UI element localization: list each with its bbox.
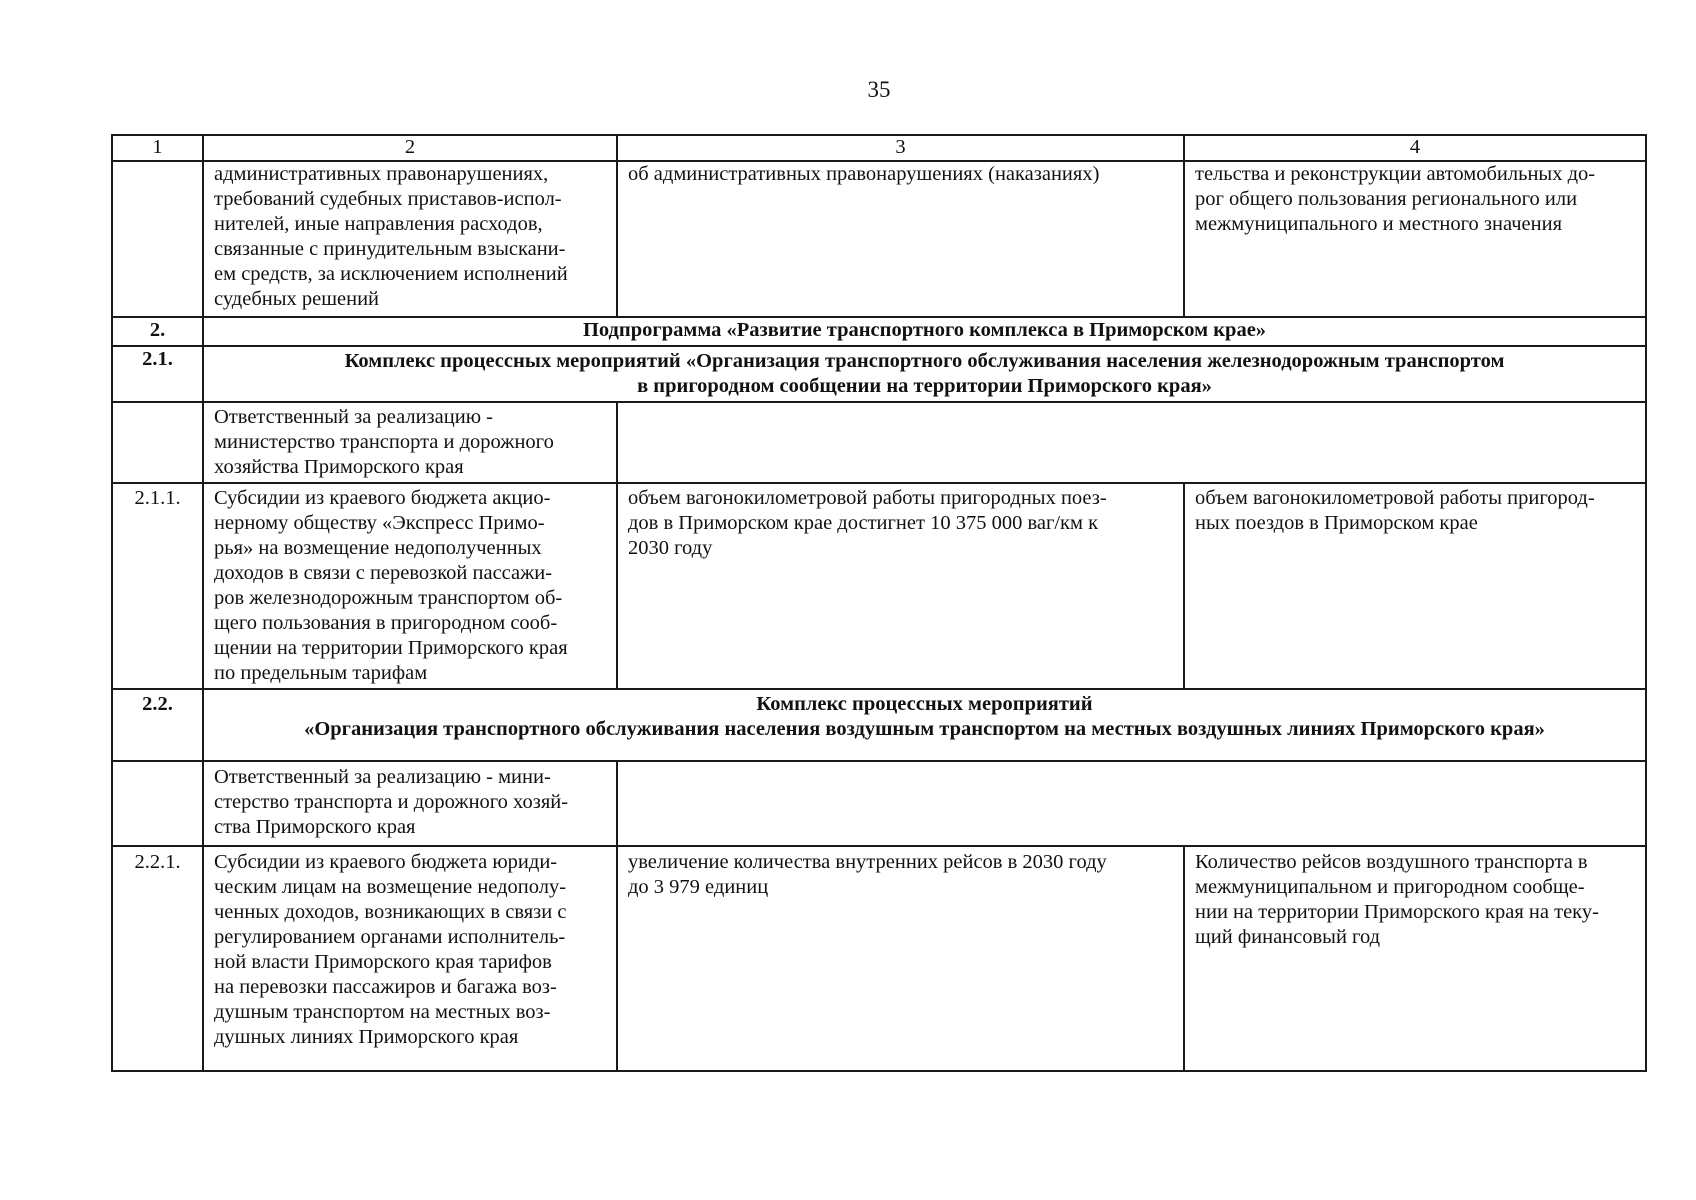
- responsible-2-2-row: [112, 761, 1646, 846]
- measure-2-2-1-description-line: Субсидии из краевого бюджета юриди-: [214, 851, 558, 873]
- continuation-indicator-line: межмуниципального и местного значения: [1195, 213, 1563, 235]
- measure-2-1-1-row: [112, 483, 1646, 689]
- responsible-2-2-num-cell: [112, 761, 203, 846]
- continuation-expense-line: нителей, иные направления расходов,: [214, 213, 543, 235]
- page-number: 35: [867, 77, 891, 102]
- measure-2-2-1-row: [112, 846, 1646, 1071]
- measure-2-2-1-number: 2.2.1.: [112, 846, 203, 1071]
- measure-2-2-1-description-line: регулированием органами исполнитель-: [214, 926, 566, 948]
- section-2-title: Подпрограмма «Развитие транспортного комплекса в Приморском крае»: [203, 317, 1646, 346]
- measure-2-2-1-indicator-line: Количество рейсов воздушного транспорта в: [1195, 851, 1588, 873]
- continuation-expense-line: административных правонарушениях,: [214, 163, 549, 185]
- measure-2-1-1-result-line: объем вагонокилометровой работы пригородных поез-: [628, 487, 1107, 509]
- column-number-4: 4: [1184, 135, 1646, 161]
- measure-2-1-1-description-line: доходов в связи с перевозкой пассажи-: [214, 562, 553, 584]
- measure-2-1-1-indicator-line: ных поездов в Приморском крае: [1195, 512, 1478, 534]
- measure-2-2-1-description-line: на перевозки пассажиров и багажа воз-: [214, 976, 557, 998]
- continuation-num-cell: [112, 161, 203, 317]
- responsible-2-2-line: стерство транспорта и дорожного хозяй-: [214, 791, 569, 813]
- continuation-row: [112, 161, 1646, 317]
- continuation-expense-line: требований судебных приставов-испол-: [214, 188, 562, 210]
- continuation-indicator-line: рог общего пользования регионального или: [1195, 188, 1578, 210]
- responsible-2-1-row: [112, 402, 1646, 483]
- measure-2-2-1-indicator-line: щий финансовый год: [1195, 926, 1381, 948]
- section-2-2-title-line: «Организация транспортного обслуживания населения воздушным транспортом на местных воздушных линиях Приморского края»: [304, 718, 1545, 740]
- section-2-row: [112, 317, 1646, 346]
- section-2-2-row: [112, 689, 1646, 761]
- responsible-2-2-line: Ответственный за реализацию - мини-: [214, 766, 551, 788]
- responsible-2-1-cell: [203, 402, 617, 483]
- measure-2-2-1-description-line: душным транспортом на местных воз-: [214, 1001, 551, 1023]
- section-2-1-row: [112, 346, 1646, 402]
- section-2-1-title-line: Комплекс процессных мероприятий «Организация транспортного обслуживания населения железнодорожным транспортом: [344, 350, 1505, 372]
- measure-2-2-1-description-line: ченных доходов, возникающих в связи с: [214, 901, 567, 923]
- measure-2-1-1-description-line: Субсидии из краевого бюджета акцио-: [214, 487, 551, 509]
- responsible-2-1-num-cell: [112, 402, 203, 483]
- responsible-2-1-line: министерство транспорта и дорожного: [214, 431, 554, 453]
- measure-2-1-1-result-line: дов в Приморском крае достигнет 10 375 000 ваг/км к: [628, 512, 1099, 534]
- continuation-indicator-line: тельства и реконструкции автомобильных до-: [1195, 163, 1596, 185]
- measure-2-1-1-description-line: щего пользования в пригородном сооб-: [214, 612, 558, 634]
- measure-2-1-1-description-line: нерному обществу «Экспресс Примо-: [214, 512, 545, 534]
- measure-2-1-1-description-line: по предельным тарифам: [214, 662, 428, 684]
- section-2-1-number: 2.1.: [112, 346, 203, 402]
- continuation-expense-line: ем средств, за исключением исполнений: [214, 263, 568, 285]
- continuation-indicator-cell: [1184, 161, 1646, 317]
- measure-2-1-1-result: [617, 483, 1184, 689]
- measure-2-2-1-description-line: ческим лицам на возмещение недополу-: [214, 876, 567, 898]
- measure-2-2-1-result-line: до 3 979 единиц: [628, 876, 769, 898]
- column-number-1: 1: [112, 135, 203, 161]
- column-number-2: 2: [203, 135, 617, 161]
- section-2-1-title-line: в пригородном сообщении на территории Приморского края»: [637, 375, 1212, 397]
- responsible-2-1-empty-cell: [617, 402, 1646, 483]
- measure-2-2-1-result: [617, 846, 1184, 1071]
- measure-2-2-1-result-line: увеличение количества внутренних рейсов в 2030 году: [628, 851, 1107, 873]
- section-2-1-title: [203, 346, 1646, 402]
- responsible-2-1-line: Ответственный за реализацию -: [214, 406, 493, 428]
- responsible-2-2-line: ства Приморского края: [214, 816, 416, 838]
- measure-2-2-1-indicator-line: нии на территории Приморского края на теку-: [1195, 901, 1599, 923]
- measure-2-2-1-description: [203, 846, 617, 1071]
- measure-2-1-1-description-line: ров железнодорожным транспортом об-: [214, 587, 563, 609]
- measure-2-1-1-description-line: рья» на возмещение недополученных: [214, 537, 542, 559]
- measure-2-2-1-indicator: [1184, 846, 1646, 1071]
- responsible-2-1-line: хозяйства Приморского края: [214, 456, 464, 478]
- measure-2-2-1-description-line: ной власти Приморского края тарифов: [214, 951, 552, 973]
- table-header-row: [112, 135, 1646, 161]
- measure-2-1-1-indicator: [1184, 483, 1646, 689]
- continuation-result-line: об административных правонарушениях (наказаниях): [628, 163, 1100, 185]
- section-2-2-title: [203, 689, 1646, 761]
- measure-2-1-1-description: [203, 483, 617, 689]
- measure-2-1-1-description-line: щении на территории Приморского края: [214, 637, 568, 659]
- continuation-result-cell: [617, 161, 1184, 317]
- column-number-3: 3: [617, 135, 1184, 161]
- responsible-2-2-empty-cell: [617, 761, 1646, 846]
- measures-table: [111, 134, 1647, 1072]
- measure-2-1-1-result-line: 2030 году: [628, 537, 713, 559]
- section-2-2-title-line: Комплекс процессных мероприятий: [756, 693, 1093, 715]
- measure-2-1-1-number: 2.1.1.: [112, 483, 203, 689]
- measure-2-2-1-description-line: душных линиях Приморского края: [214, 1026, 519, 1048]
- measure-2-2-1-indicator-line: межмуниципальном и пригородном сообще-: [1195, 876, 1585, 898]
- continuation-expense-cell: [203, 161, 617, 317]
- continuation-expense-line: связанные с принудительным взыскани-: [214, 238, 566, 260]
- section-2-number: 2.: [112, 317, 203, 346]
- responsible-2-2-cell: [203, 761, 617, 846]
- section-2-2-number: 2.2.: [112, 689, 203, 761]
- measure-2-1-1-indicator-line: объем вагонокилометровой работы пригород-: [1195, 487, 1595, 509]
- continuation-expense-line: судебных решений: [214, 288, 380, 310]
